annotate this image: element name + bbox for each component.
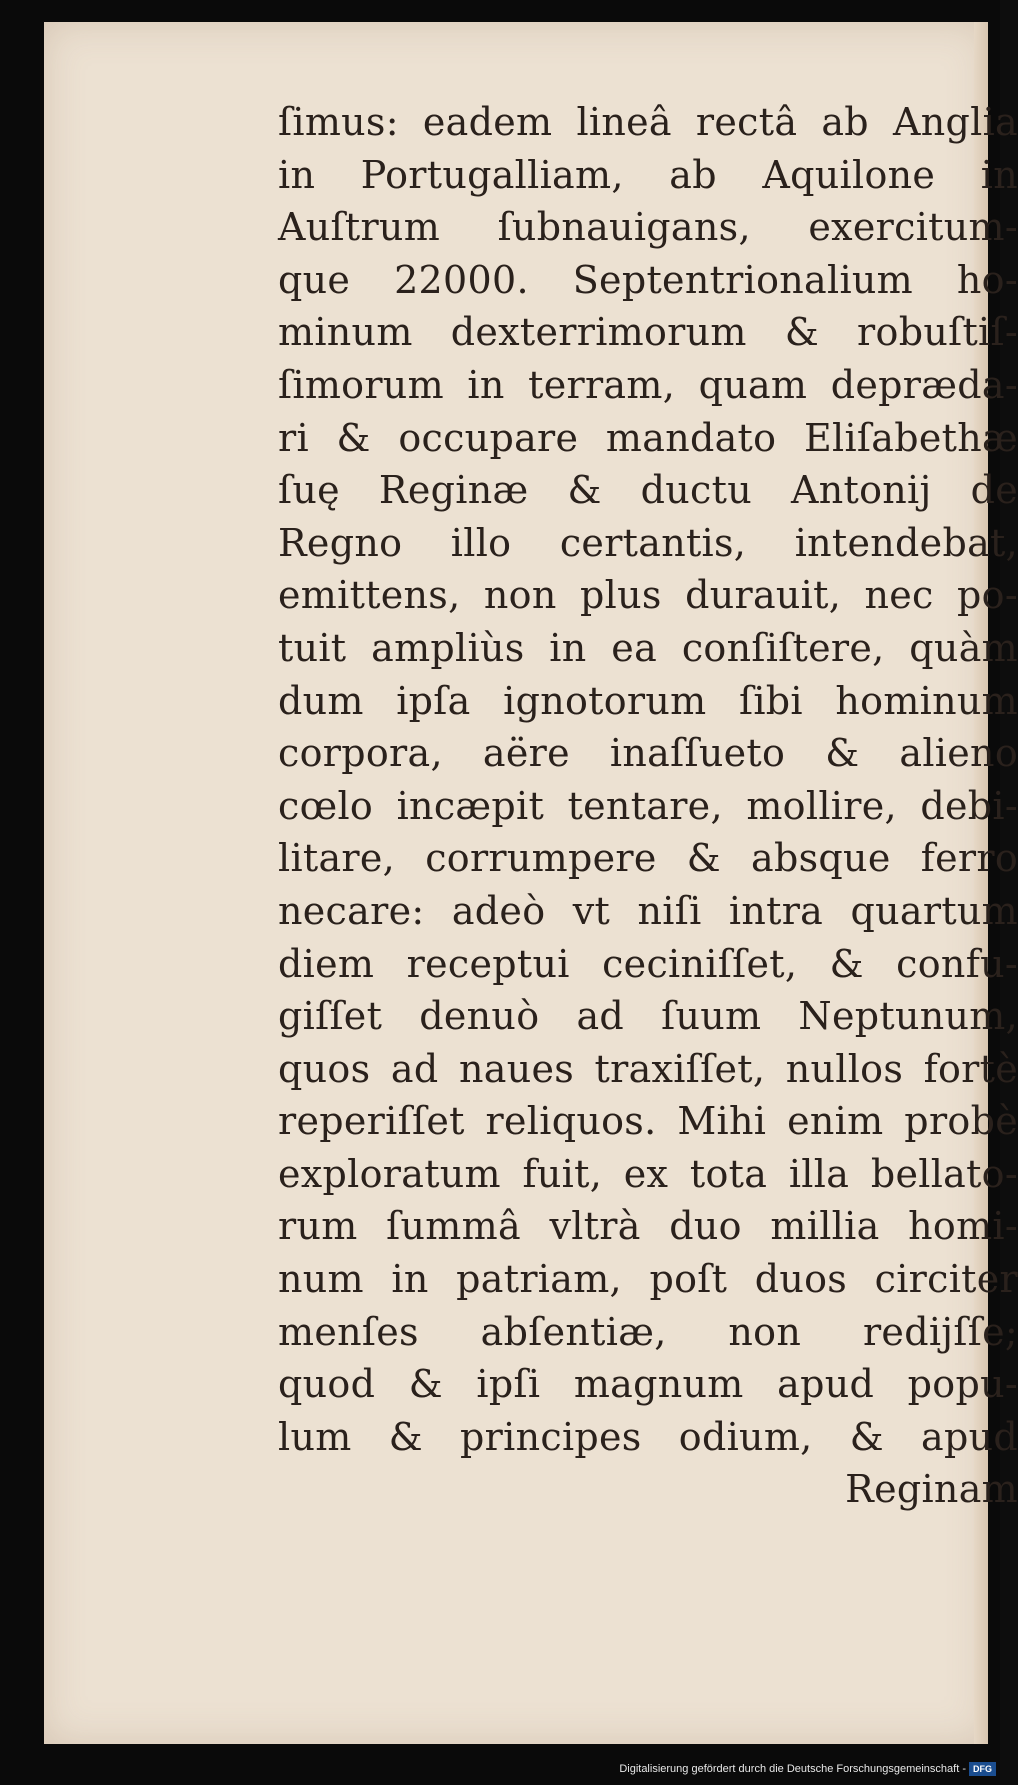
text-line: in Portugalliam, ab Aquilone in	[278, 152, 1018, 197]
text-line: emittens, non plus durauit, nec po-	[278, 573, 1018, 618]
text-line: ſimorum in terram, quam depræda-	[278, 362, 1018, 407]
text-block	[278, 96, 1018, 1516]
text-line: minum dexterrimorum & robuſtiſ-	[278, 310, 1018, 355]
text-line: corpora, aëre inaſſueto & alieno	[278, 731, 1018, 776]
text-line: ri & occupare mandato Eliſabethæ	[278, 415, 1018, 460]
text-line: diem receptui ceciniſſet, & confu-	[278, 941, 1018, 986]
text-line: cœlo incæpit tentare, mollire, debi-	[278, 783, 1018, 828]
footer-bar	[0, 1747, 1000, 1785]
catchword: Reginam	[845, 1467, 1018, 1512]
text-line: que 22000. Septentrionalium ho-	[278, 257, 1018, 302]
text-line: Auſtrum ſubnauigans, exercitum-	[278, 205, 1018, 250]
text-line: tuit ampliùs in ea conſiſtere, quàm	[278, 625, 1018, 670]
text-line: num in patriam, poſt duos circiter	[278, 1257, 1018, 1302]
text-line: necare: adeò vt niſi intra quartum	[278, 888, 1018, 933]
text-line: quod & ipſi magnum apud popu-	[278, 1362, 1018, 1407]
text-line: quos ad naues traxiſſet, nullos fortè	[278, 1046, 1018, 1091]
dfg-logo-icon: DFG	[969, 1762, 996, 1776]
text-line: Regno illo certantis, intendebat,	[278, 520, 1018, 565]
text-line: lum & principes odium, & apud	[278, 1414, 1018, 1459]
text-line: exploratum fuit, ex tota illa bellato-	[278, 1151, 1018, 1196]
text-line: menſes abſentiæ, non redijſſe;	[278, 1309, 1018, 1354]
text-line: reperiſſet reliquos. Mihi enim probè	[278, 1099, 1018, 1144]
text-line: giſſet denuò ad ſuum Neptunum,	[278, 994, 1018, 1039]
text-line: dum ipſa ignotorum ſibi hominum	[278, 678, 1018, 723]
digitization-credit: Digitalisierung gefördert durch die Deutsche Forschungsgemeinschaft -	[619, 1763, 966, 1775]
text-line: ſimus: eadem lineâ rectâ ab Anglia	[278, 100, 1018, 144]
text-line: ſuę Reginæ & ductu Antonij de	[278, 468, 1018, 513]
book-page	[44, 22, 1018, 1744]
text-line: rum ſummâ vltrà duo millia homi-	[278, 1204, 1018, 1249]
text-line: litare, corrumpere & absque ferro	[278, 836, 1018, 881]
